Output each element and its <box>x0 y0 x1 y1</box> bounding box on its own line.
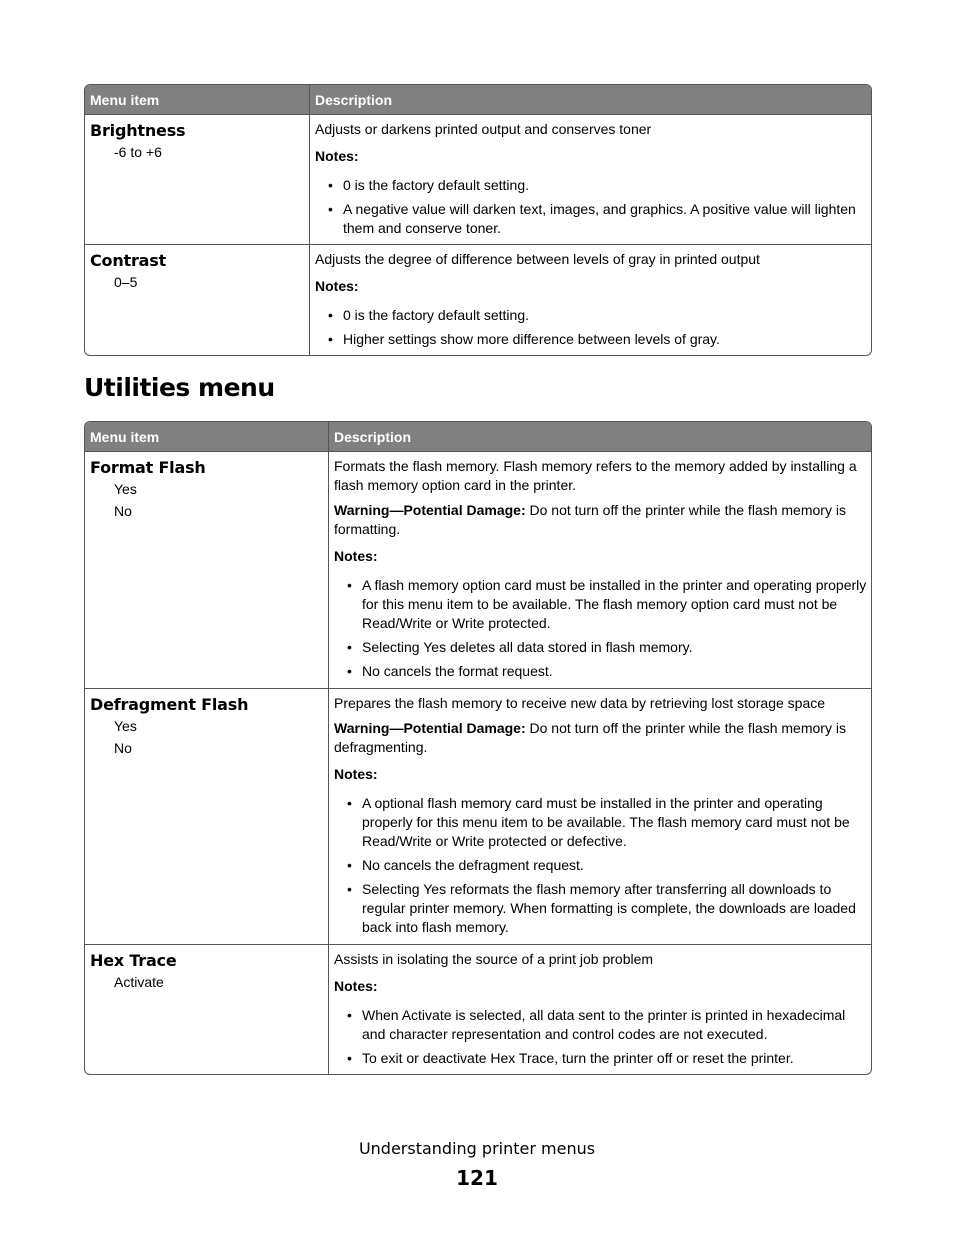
menu-item-name: Defragment Flash <box>90 695 249 714</box>
notes-label: Notes: <box>334 548 378 564</box>
note-item: • When Activate is selected, all data sent to the printer is printed in hexadecimal and character representation and control codes are not executed. <box>334 1006 867 1044</box>
table-row <box>85 688 871 944</box>
table-row <box>85 114 871 244</box>
notes-label: Notes: <box>334 978 378 994</box>
table-row <box>85 244 871 355</box>
description-text: Assists in isolating the source of a print job problem <box>334 951 654 967</box>
note-item: • Selecting Yes reformats the flash memory after transferring all downloads to regular printer memory. When formatting is complete, the downloads are loaded back into flash memory. <box>334 880 867 937</box>
note-item: • 0 is the factory default setting. <box>315 306 867 325</box>
description-text: Formats the flash memory. Flash memory refers to the memory added by installing a flash memory option card in the printer. <box>334 458 857 493</box>
menu-item-option: Yes <box>114 481 137 497</box>
notes-label: Notes: <box>315 148 359 164</box>
warning-text <box>334 501 867 539</box>
menu-item-name: Brightness <box>90 121 186 140</box>
menu-item-option: No <box>114 503 132 519</box>
note-item: • A flash memory option card must be installed in the printer and operating properly for this menu item to be available. The flash memory option card must not be Read/Write or Write protected. <box>334 576 867 633</box>
header-description: Description <box>334 429 412 445</box>
menu-item-option: No <box>114 740 132 756</box>
note-item: • Higher settings show more difference between levels of gray. <box>315 330 867 349</box>
warning-label: Warning—Potential Damage: <box>334 720 526 736</box>
menu-item-option: Activate <box>114 974 164 990</box>
page-number: 121 <box>456 1166 498 1190</box>
header-menu-item: Menu item <box>85 422 329 451</box>
menu-item-name: Contrast <box>90 251 167 270</box>
note-item: • Selecting Yes deletes all data stored in flash memory. <box>334 638 867 657</box>
note-item: • A negative value will darken text, images, and graphics. A positive value will lighten them and conserve toner. <box>315 200 867 238</box>
menu-item-option: 0–5 <box>114 274 138 290</box>
notes-list <box>315 306 867 349</box>
notes-list <box>334 1006 867 1068</box>
table-row <box>85 451 871 688</box>
table-row <box>85 944 871 1074</box>
note-item: • 0 is the factory default setting. <box>315 176 867 195</box>
warning-body: Do not turn off the printer while the flash memory is formatting. <box>334 502 846 537</box>
menu-item-name: Format Flash <box>90 458 206 477</box>
notes-list <box>334 576 867 681</box>
table-header <box>85 422 871 451</box>
note-item: • To exit or deactivate Hex Trace, turn the printer off or reset the printer. <box>334 1049 867 1068</box>
notes-label: Notes: <box>315 278 359 294</box>
warning-text <box>334 719 867 757</box>
notes-label: Notes: <box>334 766 378 782</box>
warning-label: Warning—Potential Damage: <box>334 502 526 518</box>
description-text: Prepares the flash memory to receive new data by retrieving lost storage space <box>334 695 826 711</box>
footer-title: Understanding printer menus <box>358 1139 596 1158</box>
warning-body: Do not turn off the printer while the flash memory is defragmenting. <box>334 720 846 755</box>
menu-item-option: -6 to +6 <box>114 144 162 160</box>
table-header <box>85 85 871 114</box>
notes-list <box>334 794 867 937</box>
description-text: Adjusts the degree of difference between levels of gray in printed output <box>315 251 760 267</box>
utilities-menu-table <box>84 421 872 1075</box>
notes-list <box>315 176 867 238</box>
note-item: • A optional flash memory card must be installed in the printer and operating properly for this menu item to be available. The flash memory card must not be Read/Write or Write protected or defective. <box>334 794 867 851</box>
menu-item-name: Hex Trace <box>90 951 177 970</box>
header-menu-item: Menu item <box>85 85 310 114</box>
header-description: Description <box>315 92 393 108</box>
note-item: • No cancels the format request. <box>334 662 867 681</box>
section-title: Utilities menu <box>84 373 275 402</box>
description-text: Adjusts or darkens printed output and conserves toner <box>315 121 652 137</box>
menu-item-option: Yes <box>114 718 137 734</box>
note-item: • No cancels the defragment request. <box>334 856 867 875</box>
brightness-contrast-table <box>84 84 872 356</box>
